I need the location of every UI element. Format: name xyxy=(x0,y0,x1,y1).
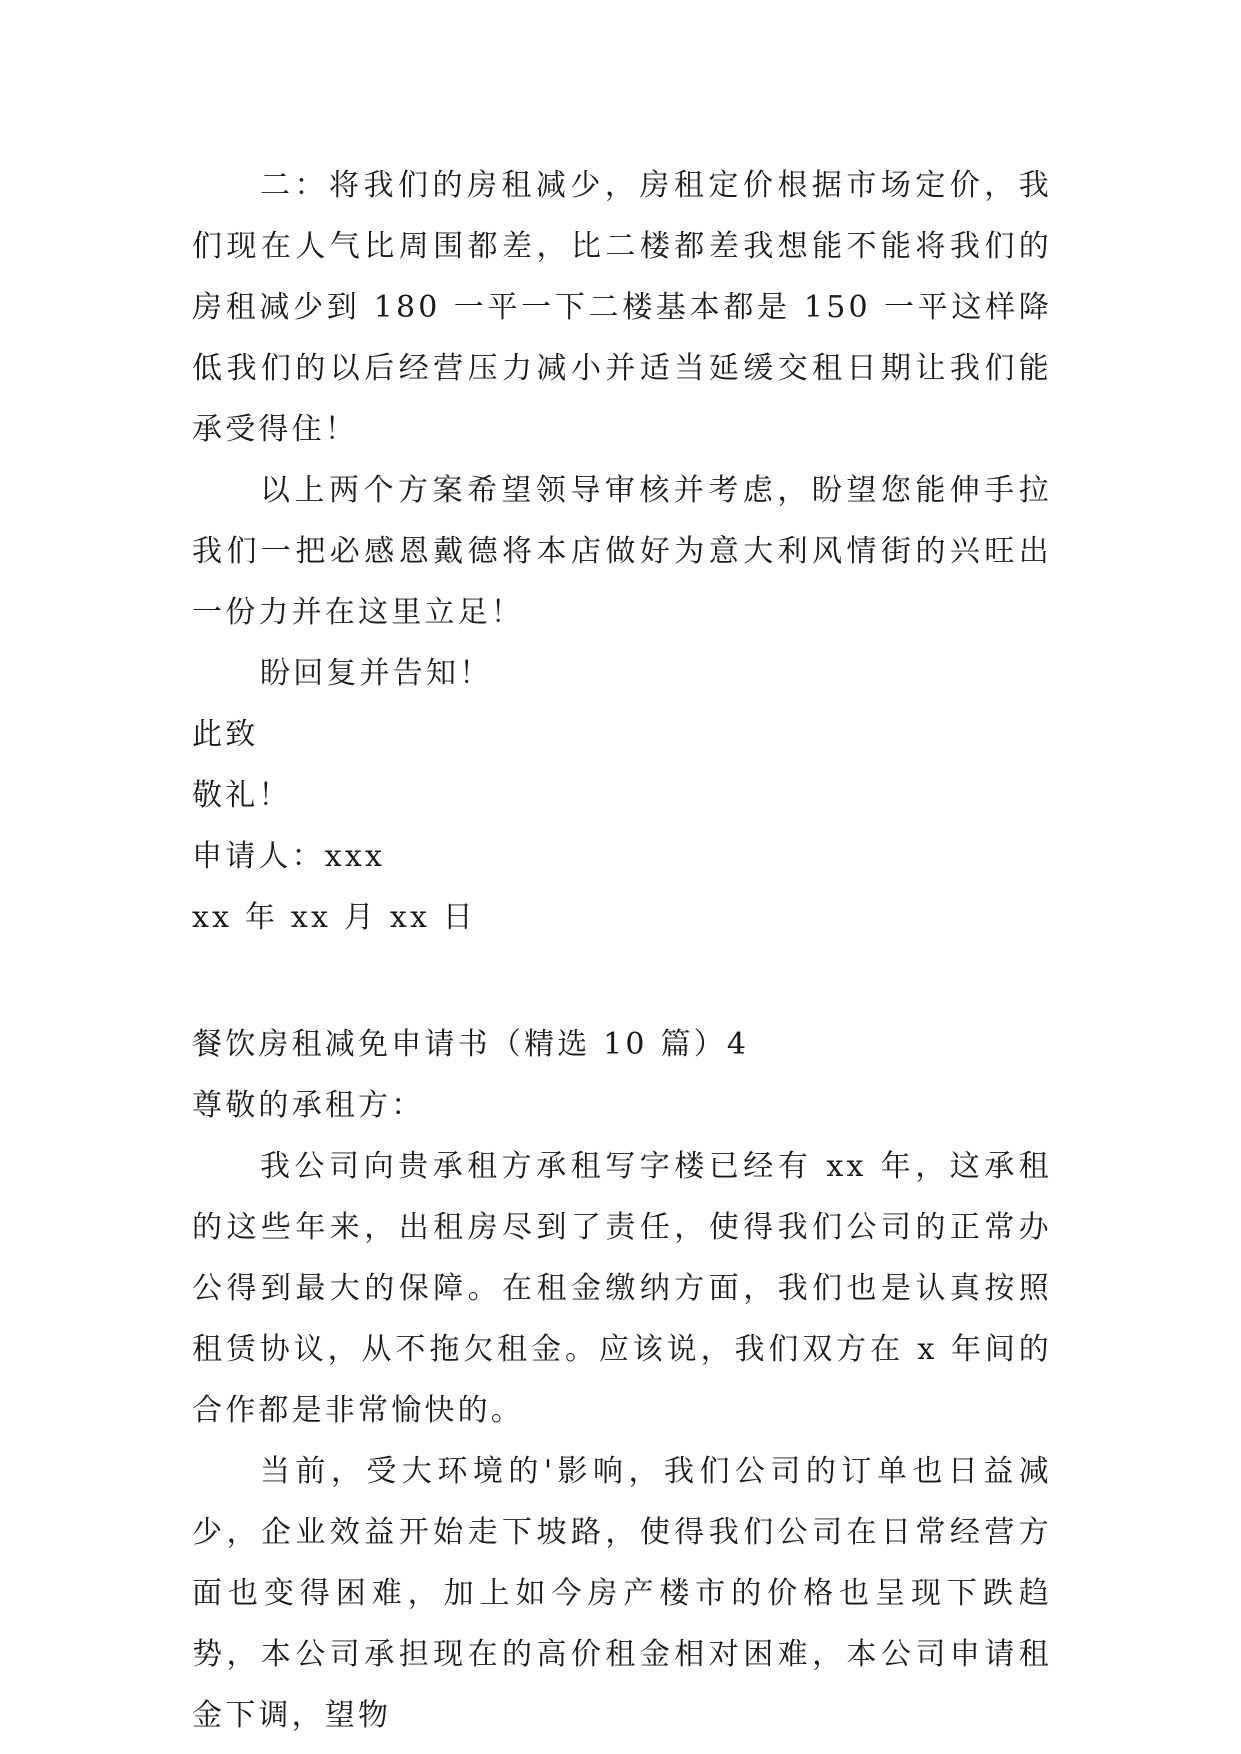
salutation-line: 尊敬的承租方： xyxy=(192,1088,425,1123)
conclusion-paragraph: 以上两个方案希望领导审核并考虑，盼望您能伸手拉我们一把必感恩戴德将本店做好为意大利风情街的兴旺出一份力并在这里立足！ xyxy=(192,473,1052,630)
proposal-two-paragraph: 二：将我们的房租减少，房租定价根据市场定价，我们现在人气比周围都差，比二楼都差我想能不能将我们的房租减少到 180 一平一下二楼基本都是 150 一平这样降低我们的以后经营压力减小并适当延缓交租日期让我们能承受得住！ xyxy=(192,168,1052,447)
body-paragraph-2: 当前，受大环境的'影响，我们公司的订单也日益减少，企业效益开始走下坡路，使得我们公司在日常经营方面也变得困难，加上如今房产楼市的价格也呈现下跌趋势，本公司承担现在的高价租金相对困难，本公司申请租金下调，望物 xyxy=(192,1454,1052,1733)
closing-line-2: 敬礼！ xyxy=(192,778,292,813)
date-line: xx 年 xx 月 xx 日 xyxy=(192,900,476,935)
applicant-line: 申请人：xxx xyxy=(192,839,386,874)
await-reply-paragraph: 盼回复并告知！ xyxy=(260,656,493,691)
letter-title: 餐饮房租减免申请书（精选 10 篇）4 xyxy=(192,1027,750,1062)
body-paragraph-1: 我公司向贵承租方承租写字楼已经有 xx 年，这承租的这些年来，出租房尽到了责任，使得我们公司的正常办公得到最大的保障。在租金缴纳方面，我们也是认真按照租赁协议，从不拖欠租金。应该说，我们双方在 x 年间的合作都是非常愉快的。 xyxy=(192,1149,1052,1428)
closing-line-1: 此致 xyxy=(192,717,259,752)
document-body xyxy=(192,155,1052,1746)
